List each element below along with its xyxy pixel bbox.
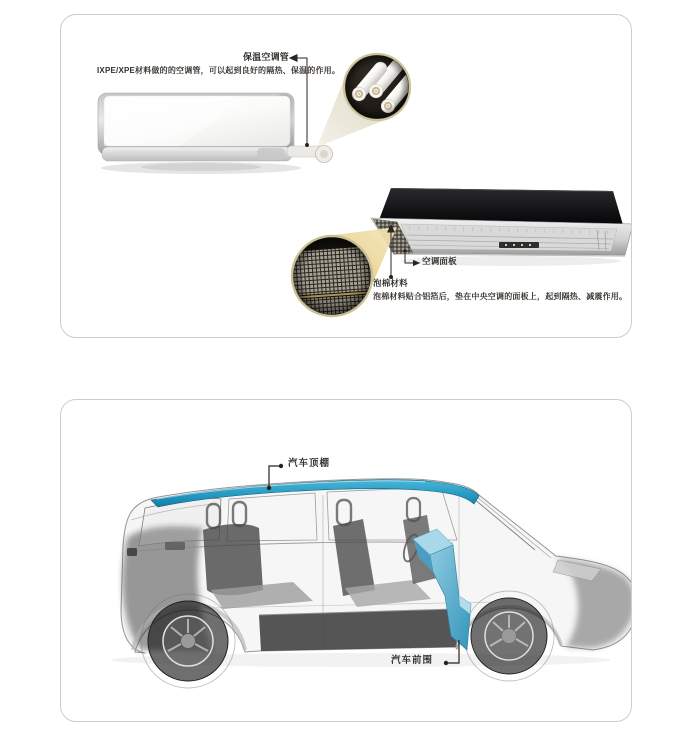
pipe-callout-description: IXPE/XPE材料做的的空调管，可以起到良好的隔热、保温的作用。: [97, 66, 341, 75]
central-ac-unit-icon: [371, 188, 631, 256]
pipe-callout-label: 保温空调管: [242, 52, 289, 62]
wall-ac-unit-icon: [98, 93, 333, 163]
foam-callout-label: 泡棉材料: [373, 278, 408, 288]
car-applications-panel: [60, 399, 632, 722]
car-illustration-canvas: [61, 400, 631, 719]
ac-applications-panel: [60, 14, 632, 338]
front-callout-label: 汽车前围: [391, 655, 434, 666]
car-xray-illustration-icon: [111, 464, 631, 688]
insulated-pipes-detail-circle-icon: [344, 54, 419, 120]
foam-callout-description: 泡棉材料贴合铝箔后，垫在中央空调的面板上，起到隔热、减震作用。: [373, 292, 628, 301]
ac-illustration-canvas: [61, 15, 631, 336]
roof-callout-label: 汽车顶棚: [288, 458, 331, 469]
panel-callout-label: 空调面板: [422, 256, 457, 266]
